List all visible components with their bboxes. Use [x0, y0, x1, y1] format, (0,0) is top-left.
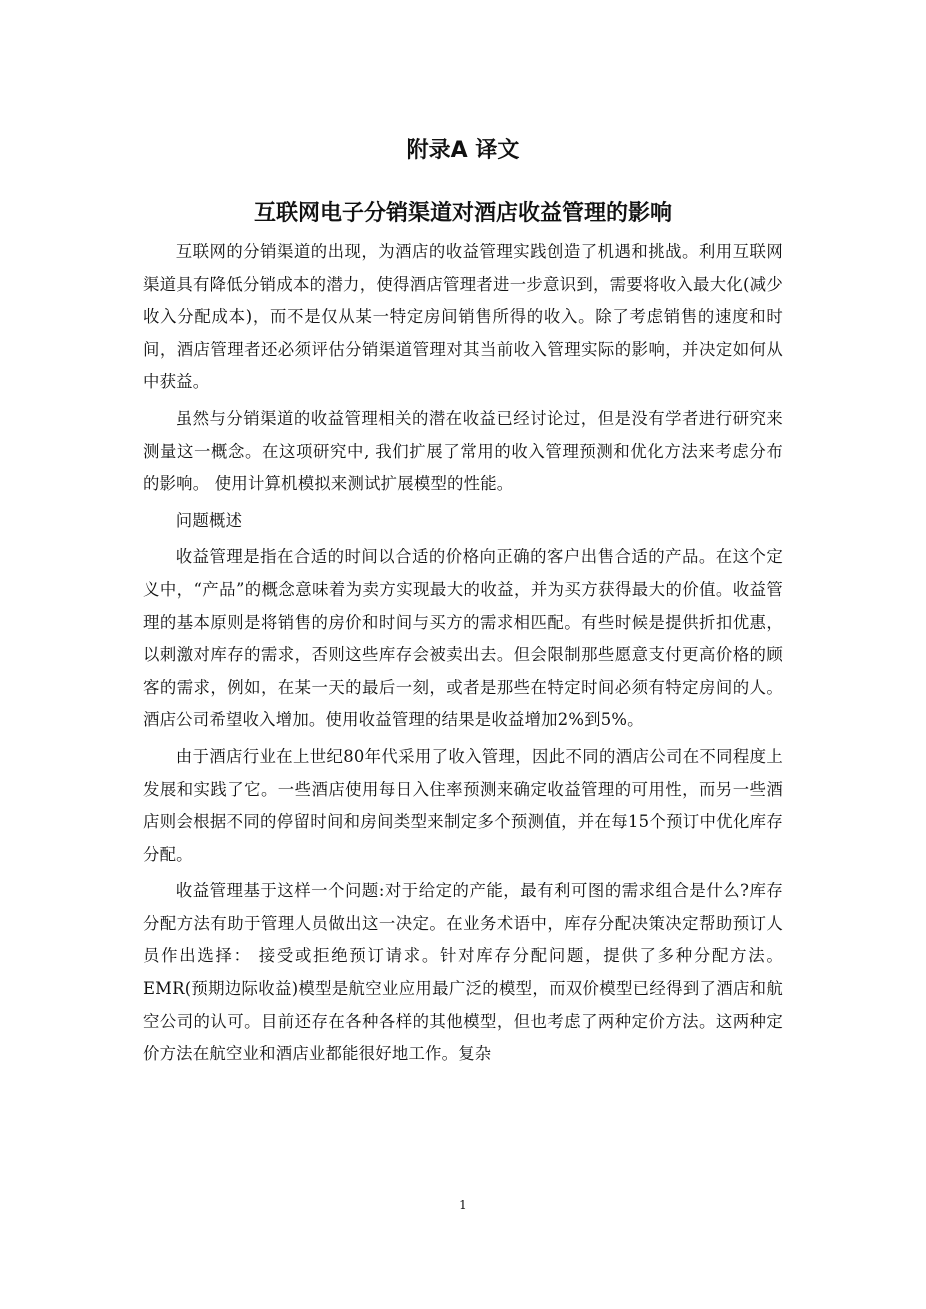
paragraph-intro: 互联网的分销渠道的出现，为酒店的收益管理实践创造了机遇和挑战。利用互联网渠道具有降低分销成本的潜力，使得酒店管理者进一步意识到，需要将收入最大化(减少收入分配成本)，而不是仅从某一特定房间销售所得的收入。除了考虑销售的速度和时间，酒店管理者还必须评估分销渠道管理对其当前收入管理实际的影响，并决定如何从中获益。	[143, 242, 783, 392]
article-title: 互联网电子分销渠道对酒店收益管理的影响	[253, 201, 672, 226]
paragraph-research: 虽然与分销渠道的收益管理相关的潜在收益已经讨论过，但是没有学者进行研究来测量这一概念。在这项研究中, 我们扩展了常用的收入管理预测和优化方法来考虑分布的影响。 使用计算机模拟来测试扩展模型的性能。	[143, 408, 783, 494]
appendix-title: 附录A 译文	[406, 138, 520, 163]
page-number: 1	[459, 1198, 467, 1212]
body-text	[143, 236, 783, 1075]
paragraph-allocation: 收益管理基于这样一个问题:对于给定的产能，最有利可图的需求组合是什么?库存分配方法有助于管理人员做出这一决定。在业务术语中，库存分配决策决定帮助预订人员作出选择： 接受或拒绝预订请求。针对库存分配问题，提供了多种分配方法。EMR(预期边际收益)模型是航空业应用最广泛的模型，而双价模型已经得到了酒店和航空公司的认可。目前还存在各种各样的其他模型，但也考虑了两种定价方法。这两种定价方法在航空业和酒店业都能很好地工作。复杂	[143, 881, 783, 1064]
paragraph-history: 由于酒店行业在上世纪80年代采用了收入管理，因此不同的酒店公司在不同程度上发展和实践了它。一些酒店使用每日入住率预测来确定收益管理的可用性，而另一些酒店则会根据不同的停留时间和房间类型来制定多个预测值，并在每15个预订中优化库存分配。	[143, 746, 783, 864]
paragraph-definition: 收益管理是指在合适的时间以合适的价格向正确的客户出售合适的产品。在这个定义中，“产品”的概念意味着为卖方实现最大的收益，并为买方获得最大的价值。收益管理的基本原则是将销售的房价和时间与买方的需求相匹配。有些时候是提供折扣优惠，以刺激对库存的需求，否则这些库存会被卖出去。但会限制那些愿意支付更高价格的顾客的需求，例如，在某一天的最后一刻，或者是那些在特定时间必须有特定房间的人。酒店公司希望收入增加。使用收益管理的结果是收益增加2%到5%。	[143, 547, 783, 730]
section-heading-problem-overview: 问题概述	[175, 510, 243, 530]
